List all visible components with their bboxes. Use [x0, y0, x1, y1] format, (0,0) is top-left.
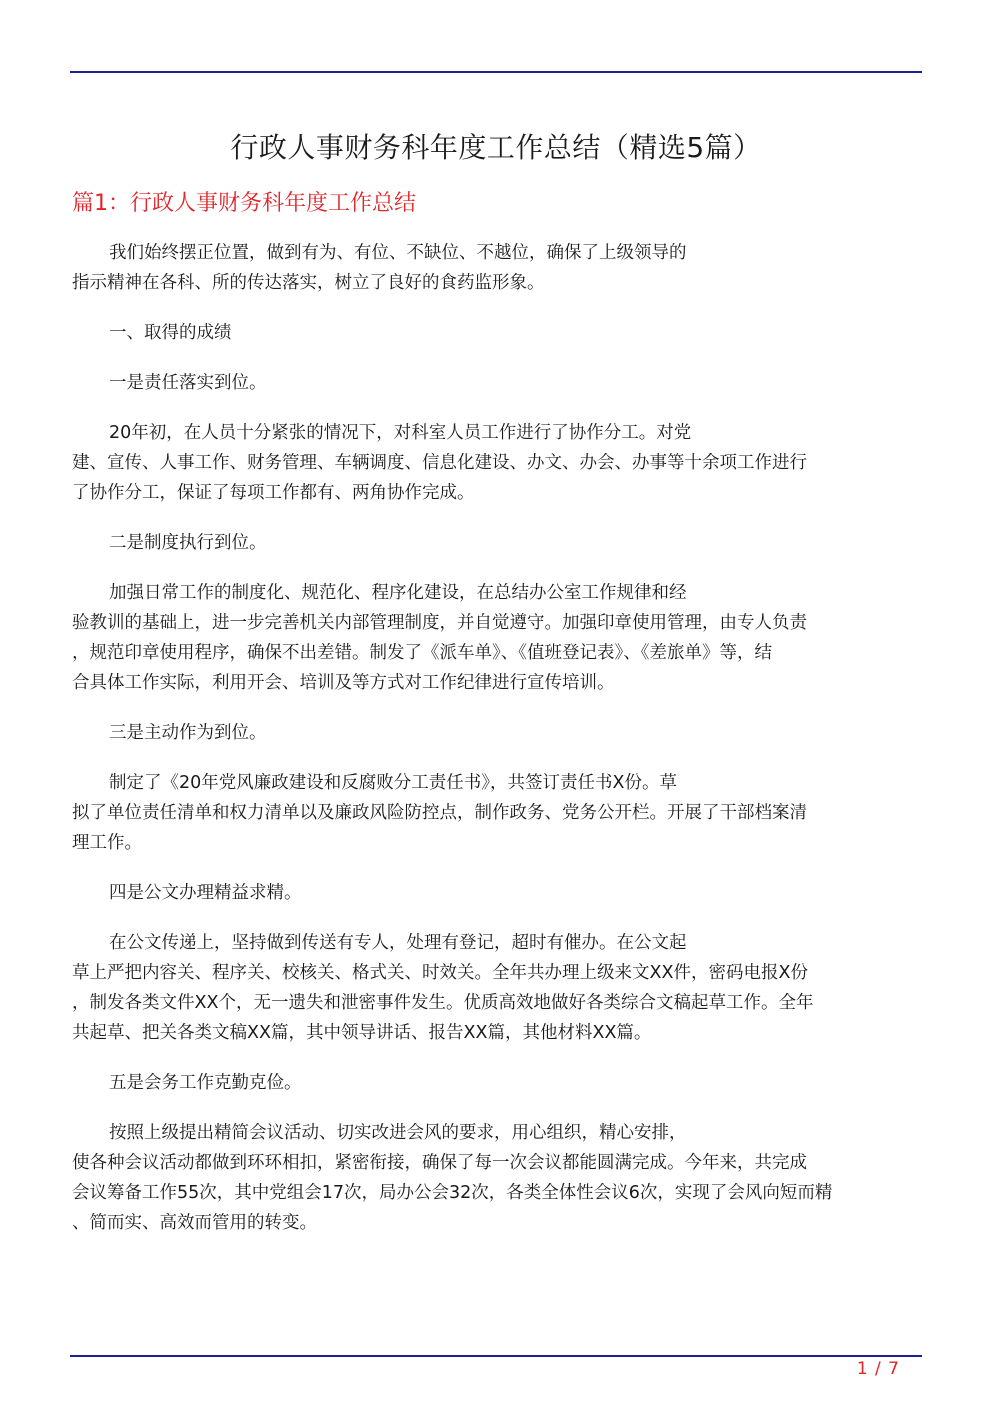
body-paragraph [72, 768, 922, 858]
paragraph-line: 一、取得的成绩 [109, 323, 232, 343]
paragraph-line: 合具体工作实际，利用开会、培训及等方式对工作纪律进行宣传培训。 [72, 673, 615, 693]
paragraph-line: 加强日常工作的制度化、规范化、程序化建设，在总结办公室工作规律和经 [109, 583, 687, 603]
paragraph-line: ，规范印章使用程序，确保不出差错。制发了《派车单》、《值班登记表》、《差旅单》等，结 [72, 643, 772, 663]
paragraph-line: 验教训的基础上，进一步完善机关内部管理制度，并自觉遵守。加强印章使用管理，由专人负责 [72, 613, 807, 633]
paragraph-line: 理工作。 [72, 833, 142, 853]
body-paragraph [72, 578, 922, 698]
paragraph-line: 四是公文办理精益求精。 [109, 883, 302, 903]
body-paragraph [72, 718, 922, 748]
paragraph-line: 制定了《20年党风廉政建设和反腐败分工责任书》，共签订责任书X份。草 [109, 773, 678, 793]
header-rule [70, 71, 922, 73]
footer-rule [70, 1355, 922, 1357]
paragraph-line: 指示精神在各科、所的传达落实，树立了良好的食药监形象。 [72, 273, 545, 293]
paragraph-line: 我们始终摆正位置，做到有为、有位、不缺位、不越位，确保了上级领导的 [109, 243, 687, 263]
paragraph-line: 、简而实、高效而管用的转变。 [72, 1213, 317, 1233]
document-body [72, 238, 922, 1258]
body-paragraph [72, 418, 922, 508]
body-paragraph [72, 528, 922, 558]
paragraph-line: 共起草、把关各类文稿XX篇，其中领导讲话、报告XX篇，其他材料XX篇。 [72, 1023, 652, 1043]
paragraph-line: 二是制度执行到位。 [109, 533, 267, 553]
paragraph-line: 建、宣传、人事工作、财务管理、车辆调度、信息化建设、办文、办会、办事等十余项工作进行 [72, 453, 807, 473]
body-paragraph [72, 1118, 922, 1238]
body-paragraph [72, 878, 922, 908]
body-paragraph [72, 318, 922, 348]
body-paragraph [72, 928, 922, 1048]
paragraph-line: 20年初，在人员十分紧张的情况下，对科室人员工作进行了协作分工。对党 [109, 423, 692, 443]
body-paragraph [72, 1068, 922, 1098]
paragraph-line: 草上严把内容关、程序关、校核关、格式关、时效关。全年共办理上级来文XX件，密码电报X份 [72, 963, 808, 983]
page-number: 1 / 7 [856, 1359, 900, 1379]
document-title: 行政人事财务科年度工作总结（精选5篇） [230, 131, 762, 164]
paragraph-line: 使各种会议活动都做到环环相扣，紧密衔接，确保了每一次会议都能圆满完成。今年来，共完成 [72, 1153, 807, 1173]
body-paragraph [72, 368, 922, 398]
paragraph-line: 了协作分工，保证了每项工作都有、两角协作完成。 [72, 483, 475, 503]
body-paragraph [72, 238, 922, 298]
section-heading: 篇1：行政人事财务科年度工作总结 [72, 191, 416, 216]
paragraph-line: 按照上级提出精简会议活动、切实改进会风的要求，用心组织，精心安排， [109, 1123, 687, 1143]
paragraph-line: 拟了单位责任清单和权力清单以及廉政风险防控点，制作政务、党务公开栏。开展了干部档案清 [72, 803, 807, 823]
paragraph-line: ，制发各类文件XX个，无一遗失和泄密事件发生。优质高效地做好各类综合文稿起草工作。全年 [72, 993, 814, 1013]
paragraph-line: 会议筹备工作55次，其中党组会17次，局办公会32次，各类全体性会议6次，实现了会风向短而精 [72, 1183, 833, 1203]
paragraph-line: 三是主动作为到位。 [109, 723, 267, 743]
paragraph-line: 一是责任落实到位。 [109, 373, 267, 393]
paragraph-line: 五是会务工作克勤克俭。 [109, 1073, 302, 1093]
paragraph-line: 在公文传递上，坚持做到传送有专人，处理有登记，超时有催办。在公文起 [109, 933, 687, 953]
